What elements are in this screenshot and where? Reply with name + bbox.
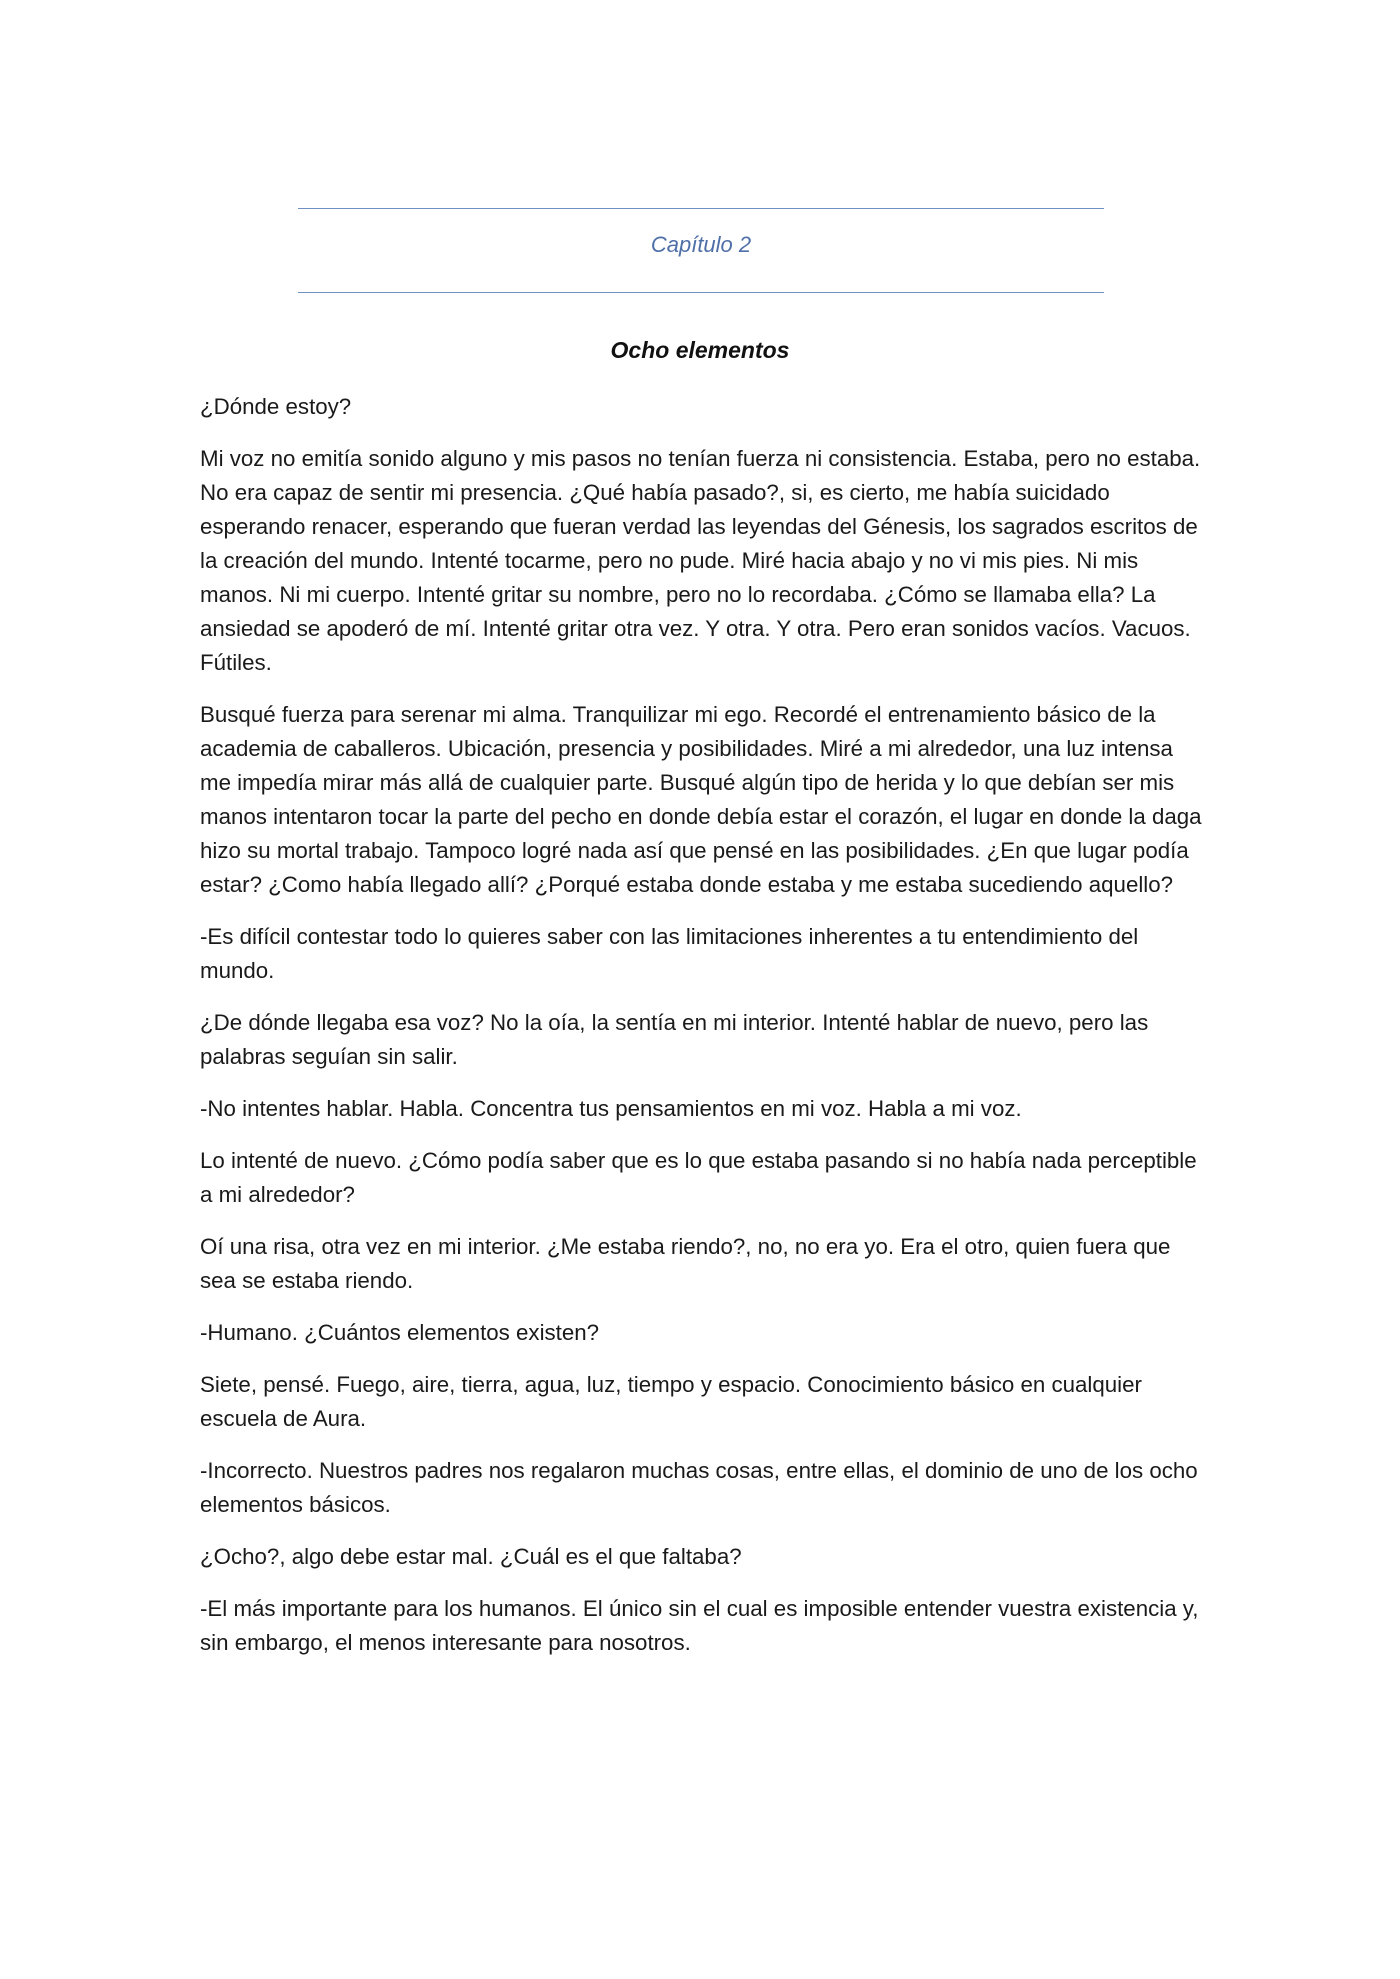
- paragraph: -El más importante para los humanos. El único sin el cual es imposible entender vuestra existencia y, sin embargo, el menos interesante para nosotros.: [200, 1596, 1199, 1655]
- chapter-top-rule: [298, 208, 1104, 209]
- paragraph: Lo intenté de nuevo. ¿Cómo podía saber que es lo que estaba pasando si no había nada perceptible a mi alrededor?: [200, 1148, 1197, 1207]
- paragraph: -No intentes hablar. Habla. Concentra tus pensamientos en mi voz. Habla a mi voz.: [200, 1096, 1022, 1121]
- paragraph: Oí una risa, otra vez en mi interior. ¿Me estaba riendo?, no, no era yo. Era el otro, quien fuera que sea se estaba riendo.: [200, 1234, 1171, 1293]
- chapter-bottom-rule: [298, 292, 1104, 293]
- chapter-body: [200, 390, 1205, 1678]
- paragraph: Siete, pensé. Fuego, aire, tierra, agua, luz, tiempo y espacio. Conocimiento básico en cualquier escuela de Aura.: [200, 1372, 1142, 1431]
- paragraph: ¿Ocho?, algo debe estar mal. ¿Cuál es el que faltaba?: [200, 1544, 742, 1569]
- paragraph: Mi voz no emitía sonido alguno y mis pasos no tenían fuerza ni consistencia. Estaba, pero no estaba. No era capaz de sentir mi presencia. ¿Qué había pasado?, si, es cierto, me había suicidado esperando renacer, esperando que fueran verdad las leyendas del Génesis, los sagrados escritos de la creación del mundo. Intenté tocarme, pero no pude. Miré hacia abajo y no vi mis pies. Ni mis manos. Ni mi cuerpo. Intenté gritar su nombre, pero no lo recordaba. ¿Cómo se llamaba ella? La ansiedad se apoderó de mí. Intenté gritar otra vez. Y otra. Y otra. Pero eran sonidos vacíos. Vacuos. Fútiles.: [200, 446, 1201, 675]
- paragraph: -Humano. ¿Cuántos elementos existen?: [200, 1320, 600, 1345]
- paragraph: ¿De dónde llegaba esa voz? No la oía, la sentía en mi interior. Intenté hablar de nuevo, pero las palabras seguían sin salir.: [200, 1010, 1149, 1069]
- paragraph: -Incorrecto. Nuestros padres nos regalaron muchas cosas, entre ellas, el dominio de uno de los ocho elementos básicos.: [200, 1458, 1198, 1517]
- paragraph: ¿Dónde estoy?: [200, 394, 352, 419]
- chapter-heading: Capítulo 2: [650, 232, 752, 257]
- chapter-title: Ocho elementos: [610, 337, 790, 363]
- paragraph: Busqué fuerza para serenar mi alma. Tranquilizar mi ego. Recordé el entrenamiento básico de la academia de caballeros. Ubicación, presencia y posibilidades. Miré a mi alrededor, una luz intensa me impedía mirar más allá de cualquier parte. Busqué algún tipo de herida y lo que debían ser mis manos intentaron tocar la parte del pecho en donde debía estar el corazón, el lugar en donde la daga hizo su mortal trabajo. Tampoco logré nada así que pensé en las posibilidades. ¿En que lugar podía estar? ¿Como había llegado allí? ¿Porqué estaba donde estaba y me estaba sucediendo aquello?: [200, 702, 1202, 897]
- paragraph: -Es difícil contestar todo lo quieres saber con las limitaciones inherentes a tu entendimiento del mundo.: [200, 924, 1139, 983]
